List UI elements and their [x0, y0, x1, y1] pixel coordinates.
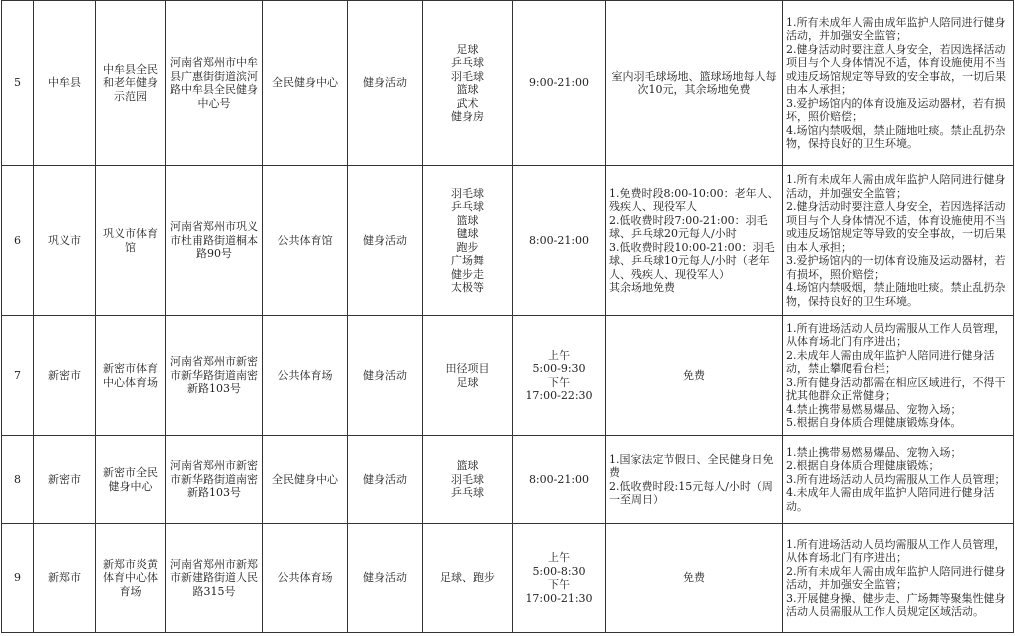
- cell-fees: 免费: [606, 316, 783, 436]
- cell-activity-category: 健身活动: [348, 316, 423, 436]
- cell-notes: 1.所有进场活动人员均需服从工作人员管理，从体育场北门有序进出； 2.所有未成年人需由成年监护人陪同进行健身活动，并加强安全监管； 3.开展健身操、健步走、广场舞等聚集性健身活动人员需服从工作人员规定区域活动。: [783, 524, 1014, 633]
- cell-opening-hours: 9:00-21:00: [513, 1, 606, 166]
- cell-sports-items: 足球 乒乓球 羽毛球 篮球 武术 健身房: [423, 1, 513, 166]
- cell-notes: 1.所有进场活动人员均需服从工作人员管理，从体育场北门有序进出； 2.未成年人需由成年监护人陪同进行健身活动，禁止攀爬看台栏； 3.所有健身活动都需在相应区域进行，不得干扰其他群众正常健身； 4.禁止携带易燃易爆品、宠物入场； 5.根据自身体质合理健康锻炼身体。: [783, 316, 1014, 436]
- cell-venue-name: 中牟县全民和老年健身示范园: [96, 1, 166, 166]
- cell-address: 河南省郑州市中牟县广惠街街道滨河路中牟县全民健身中心号: [166, 1, 263, 166]
- cell-activity-category: 健身活动: [348, 1, 423, 166]
- cell-address: 河南省郑州市新密市新华路街道南密新路103号: [166, 316, 263, 436]
- cell-venue-type: 公共体育场: [263, 524, 348, 633]
- cell-venue-type: 全民健身中心: [263, 1, 348, 166]
- cell-number: 5: [2, 1, 34, 166]
- cell-county: 新密市: [34, 316, 96, 436]
- cell-opening-hours: 8:00-21:00: [513, 436, 606, 524]
- table-row: [2, 1, 1014, 166]
- cell-activity-category: 健身活动: [348, 166, 423, 316]
- table-row: [2, 316, 1014, 436]
- cell-venue-name: 巩义市体育馆: [96, 166, 166, 316]
- venue-table: [1, 0, 1014, 633]
- cell-county: 新密市: [34, 436, 96, 524]
- cell-county: 新郑市: [34, 524, 96, 633]
- cell-venue-name: 新郑市炎黄体育中心体育场: [96, 524, 166, 633]
- cell-notes: 1.所有未成年人需由成年监护人陪同进行健身活动，并加强安全监管； 2.健身活动时要注意人身安全，若因选择活动项目与个人身体情况不适，体育设施使用不当或违反场馆规定等导致的安全事故，一切后果由本人承担； 3.爱护场馆内的一切体育设施及运动器材，若有损坏，照价赔偿； 4.场馆内禁吸烟，禁止随地吐痰。禁止乱扔杂物，保持良好的卫生环境。: [783, 166, 1014, 316]
- cell-activity-category: 健身活动: [348, 436, 423, 524]
- cell-county: 中牟县: [34, 1, 96, 166]
- table-body: [2, 1, 1014, 633]
- cell-venue-type: 公共体育场: [263, 316, 348, 436]
- cell-activity-category: 健身活动: [348, 524, 423, 633]
- cell-fees: 室内羽毛球场地、篮球场地每人每次10元，其余场地免费: [606, 1, 783, 166]
- cell-venue-type: 全民健身中心: [263, 436, 348, 524]
- cell-fees: 1.免费时段8:00-10:00：老年人、残疾人、现役军人 2.低收费时段7:00-21:00：羽毛球、乒乓球20元每人/小时 3.低收费时段10:00-21:00：羽毛球、乒乓球10元每人/小时（老年人、残疾人、现役军人） 其余场地免费: [606, 166, 783, 316]
- cell-venue-name: 新密市体育中心体育场: [96, 316, 166, 436]
- cell-address: 河南省郑州市新密市新华路街道南密新路103号: [166, 436, 263, 524]
- table-row: [2, 524, 1014, 633]
- cell-venue-name: 新密市全民健身中心: [96, 436, 166, 524]
- cell-opening-hours: 8:00-21:00: [513, 166, 606, 316]
- cell-county: 巩义市: [34, 166, 96, 316]
- cell-fees: 1.国家法定节假日、全民健身日免费 2.低收费时段:15元每人/小时（周一至周日）: [606, 436, 783, 524]
- cell-number: 6: [2, 166, 34, 316]
- cell-number: 7: [2, 316, 34, 436]
- cell-address: 河南省郑州市新郑市新建路街道人民路315号: [166, 524, 263, 633]
- table-row: [2, 166, 1014, 316]
- cell-number: 9: [2, 524, 34, 633]
- cell-notes: 1.禁止携带易燃易爆品、宠物入场； 2.根据自身体质合理健康锻炼； 3.所有进场活动人员均需服从工作人员管理； 4.未成年人需由成年监护人陪同进行健身活动。: [783, 436, 1014, 524]
- cell-opening-hours: 上午 5:00-9:30 下午 17:00-22:30: [513, 316, 606, 436]
- cell-fees: 免费: [606, 524, 783, 633]
- cell-sports-items: 羽毛球 乒乓球 篮球 毽球 跑步 广场舞 健步走 太极等: [423, 166, 513, 316]
- cell-sports-items: 田径项目 足球: [423, 316, 513, 436]
- cell-venue-type: 公共体育馆: [263, 166, 348, 316]
- cell-number: 8: [2, 436, 34, 524]
- cell-notes: 1.所有未成年人需由成年监护人陪同进行健身活动，并加强安全监管； 2.健身活动时要注意人身安全，若因选择活动项目与个人身体情况不适，体育设施使用不当或违反场馆规定等导致的安全事故，一切后果由本人承担； 3.爱护场馆内的体育设施及运动器材，若有损坏，照价赔偿； 4.场馆内禁吸烟，禁止随地吐痰。禁止乱扔杂物，保持良好的卫生环境。: [783, 1, 1014, 166]
- cell-address: 河南省郑州市巩义市杜甫路街道桐本路90号: [166, 166, 263, 316]
- cell-opening-hours: 上午 5:00-8:30 下午 17:00-21:30: [513, 524, 606, 633]
- table-row: [2, 436, 1014, 524]
- cell-sports-items: 足球、跑步: [423, 524, 513, 633]
- cell-sports-items: 篮球 羽毛球 乒乓球: [423, 436, 513, 524]
